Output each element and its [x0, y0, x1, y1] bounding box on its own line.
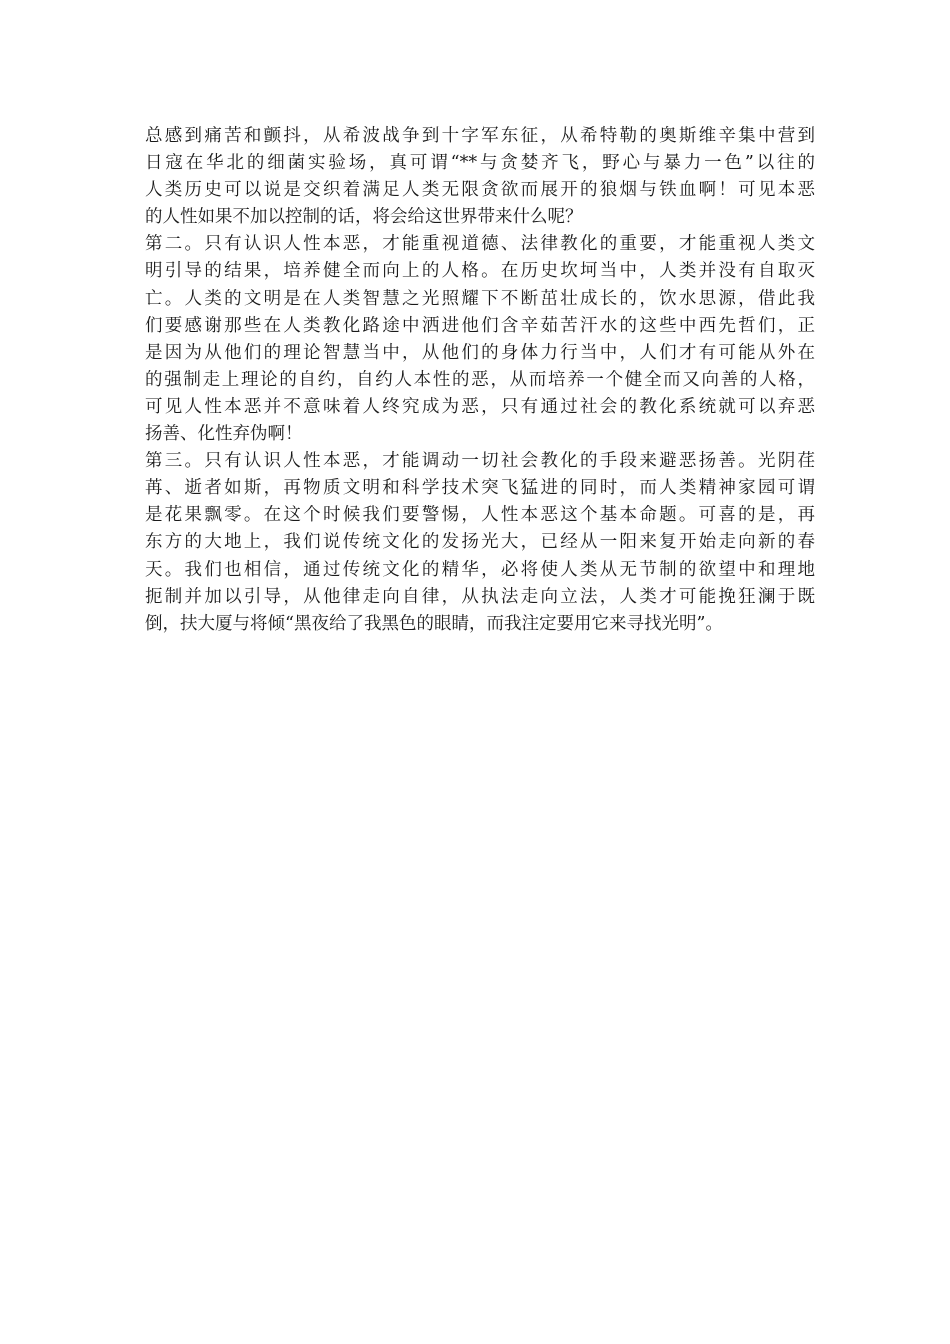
- text-line: 总感到痛苦和颤抖，从希波战争到十字军东征，从希特勒的奥斯维辛集中营到: [145, 126, 815, 146]
- paragraph-1: [145, 123, 815, 231]
- text-line: 第二。只有认识人性本恶，才能重视道德、法律教化的重要，才能重视人类文: [145, 234, 815, 255]
- text-line: 的强制走上理论的自约，自约人本性的恶，从而培养一个健全而又向善的人格，: [145, 369, 815, 390]
- text-line: 们要感谢那些在人类教化路途中洒进他们含辛茹苦汗水的这些中西先哲们，正: [145, 315, 815, 336]
- text-line: 第三。只有认识人性本恶，才能调动一切社会教化的手段来避恶扬善。光阴荏: [145, 451, 815, 472]
- text-line: 可见人性本恶并不意味着人终究成为恶，只有通过社会的教化系统就可以弃恶: [145, 396, 815, 417]
- text-line: 的人性如果不加以控制的话，将会给这世界带来什么呢？: [145, 207, 583, 228]
- text-line: 扼制并加以引导，从他律走向自律，从执法走向立法，人类才可能挽狂澜于既: [145, 586, 815, 607]
- text-line: 苒、逝者如斯，再物质文明和科学技术突飞猛进的同时，而人类精神家园可谓: [145, 478, 815, 499]
- text-line: 天。我们也相信，通过传统文化的精华，必将使人类从无节制的欲望中和理地: [145, 559, 815, 580]
- text-line: 东方的大地上，我们说传统文化的发扬光大，已经从一阳来复开始走向新的春: [145, 532, 815, 553]
- text-line: 倒，扶大厦与将倾“黑夜给了我黑色的眼睛，而我注定要用它来寻找光明”。: [145, 613, 723, 634]
- text-line: 扬善、化性弃伪啊！: [145, 424, 303, 445]
- text-line: 是因为从他们的理论智慧当中，从他们的身体力行当中，人们才有可能从外在: [145, 342, 815, 363]
- text-line: 人类历史可以说是交织着满足人类无限贪欲而展开的狼烟与铁血啊！可见本恶: [145, 180, 815, 201]
- text-line: 亡。人类的文明是在人类智慧之光照耀下不断茁壮成长的，饮水思源，借此我: [145, 288, 815, 309]
- paragraph-2: [145, 231, 815, 448]
- text-line: 是花果飘零。在这个时候我们要警惕，人性本恶这个基本命题。可喜的是，再: [145, 505, 815, 526]
- text-line: 明引导的结果，培养健全而向上的人格。在历史坎坷当中，人类并没有自取灭: [145, 261, 815, 282]
- text-line: 日寇在华北的细菌实验场，真可谓“**与贪婪齐飞，野心与暴力一色”以往的: [145, 153, 815, 174]
- paragraph-3: [145, 448, 815, 638]
- document-body: [145, 123, 815, 638]
